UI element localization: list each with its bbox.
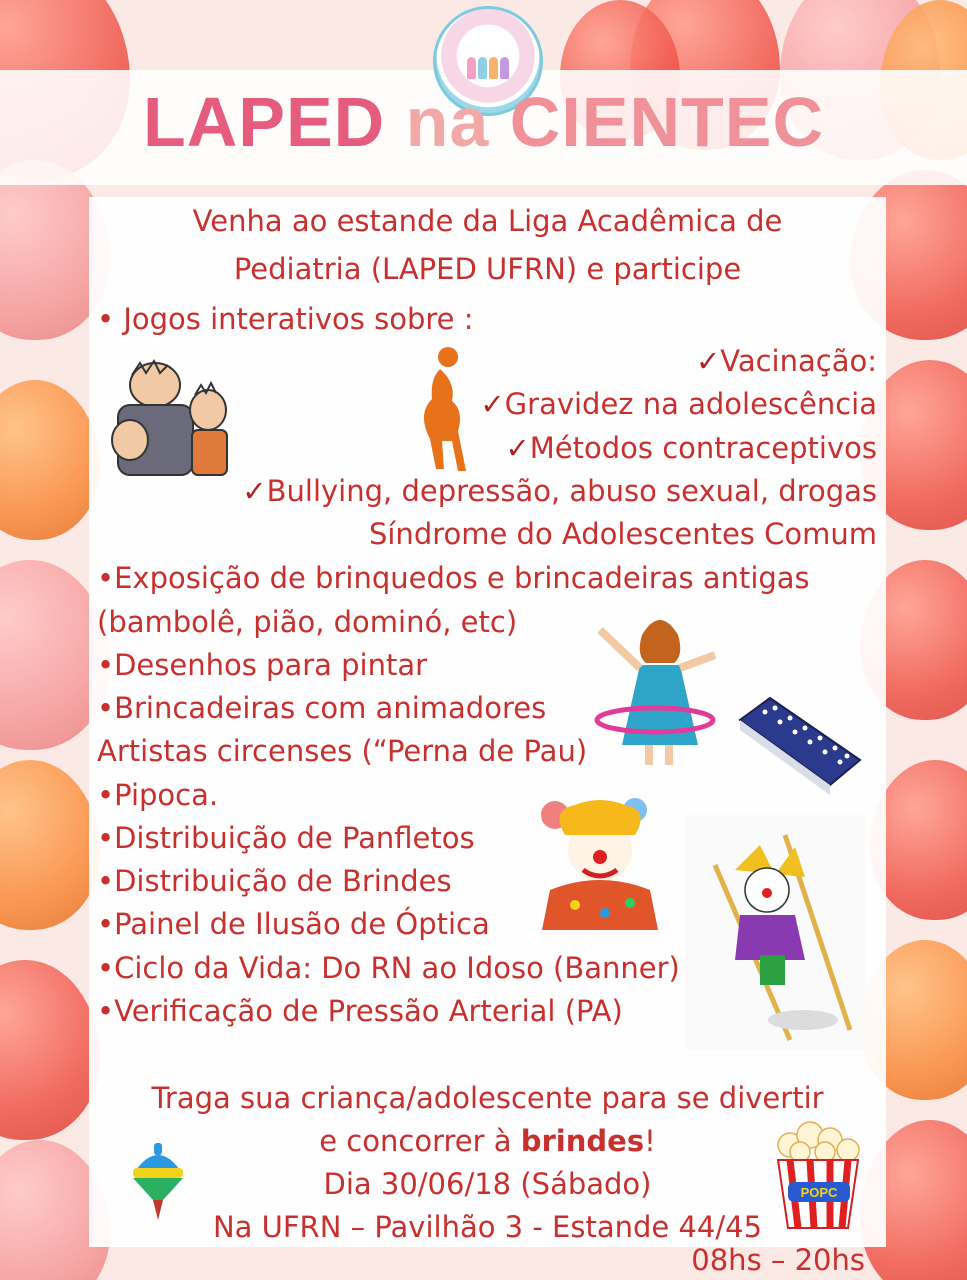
prizes-bold: brindes (520, 1124, 645, 1158)
footer-date: Dia 30/06/18 (Sábado) (323, 1167, 652, 1201)
footer-invite: Traga sua criança/adolescente para se divertir (151, 1081, 824, 1115)
game-item-metodos: ✓Métodos contraceptivos (505, 431, 877, 465)
checkmark-icon: ✓ (695, 344, 721, 378)
dominoes-illustration (735, 690, 865, 800)
activity-desenhos: •Desenhos para pintar (97, 648, 428, 682)
page-title (0, 82, 967, 162)
game-item-gravidez: ✓Gravidez na adolescência (480, 387, 877, 421)
title-word-laped: LAPED (142, 83, 386, 161)
title-word-cientec: CIENTEC (509, 83, 825, 161)
stilt-clown-illustration (685, 815, 865, 1050)
intro-line-2: Pediatria (LAPED UFRN) e participe (233, 252, 742, 286)
activity-pipoca: •Pipoca. (97, 778, 219, 812)
popcorn-label: POPC (800, 1185, 838, 1200)
hula-hoop-girl-illustration (590, 610, 720, 770)
checkmark-icon: ✓ (505, 431, 530, 465)
spinning-top-icon (118, 1135, 198, 1225)
title-word-na: na (405, 83, 490, 161)
activity-ciclo: •Ciclo da Vida: Do RN ao Idoso (Banner) (97, 951, 680, 985)
checkmark-icon: ✓ (480, 387, 505, 421)
activity-pressao: •Verificação de Pressão Arterial (PA) (97, 994, 623, 1028)
clown-illustration (535, 795, 665, 930)
game-item-sindrome: Síndrome do Adolescentes Comum (368, 517, 877, 551)
activity-brincadeiras: •Brincadeiras com animadores (97, 691, 547, 725)
activity-exposicao: •Exposição de brinquedos e brincadeiras antigas (97, 561, 810, 595)
footer-prizes: e concorrer à brindes! (319, 1124, 656, 1158)
activity-panfletos: •Distribuição de Panfletos (97, 821, 475, 855)
activity-artistas: Artistas circenses (“Perna de Pau) (97, 734, 588, 768)
bullying-illustration (110, 355, 240, 480)
game-item-bullying: ✓Bullying, depressão, abuso sexual, drogas (242, 474, 877, 508)
footer-place: Na UFRN – Pavilhão 3 - Estande 44/45 (212, 1210, 763, 1244)
activity-painel: •Painel de Ilusão de Óptica (97, 907, 490, 941)
game-item-vacinacao: ✓Vacinação: (695, 344, 877, 378)
pregnant-woman-icon (410, 345, 480, 475)
popcorn-icon (770, 1120, 865, 1230)
checkmark-icon: ✓ (242, 474, 267, 508)
activity-brindes: •Distribuição de Brindes (97, 864, 452, 898)
footer-hours: 08hs – 20hs (691, 1243, 865, 1277)
intro-line-1: Venha ao estande da Liga Acadêmica de (192, 204, 783, 238)
activity-exposicao-detail: (bambolê, pião, dominó, etc) (97, 605, 518, 639)
games-heading: • Jogos interativos sobre : (97, 302, 474, 336)
